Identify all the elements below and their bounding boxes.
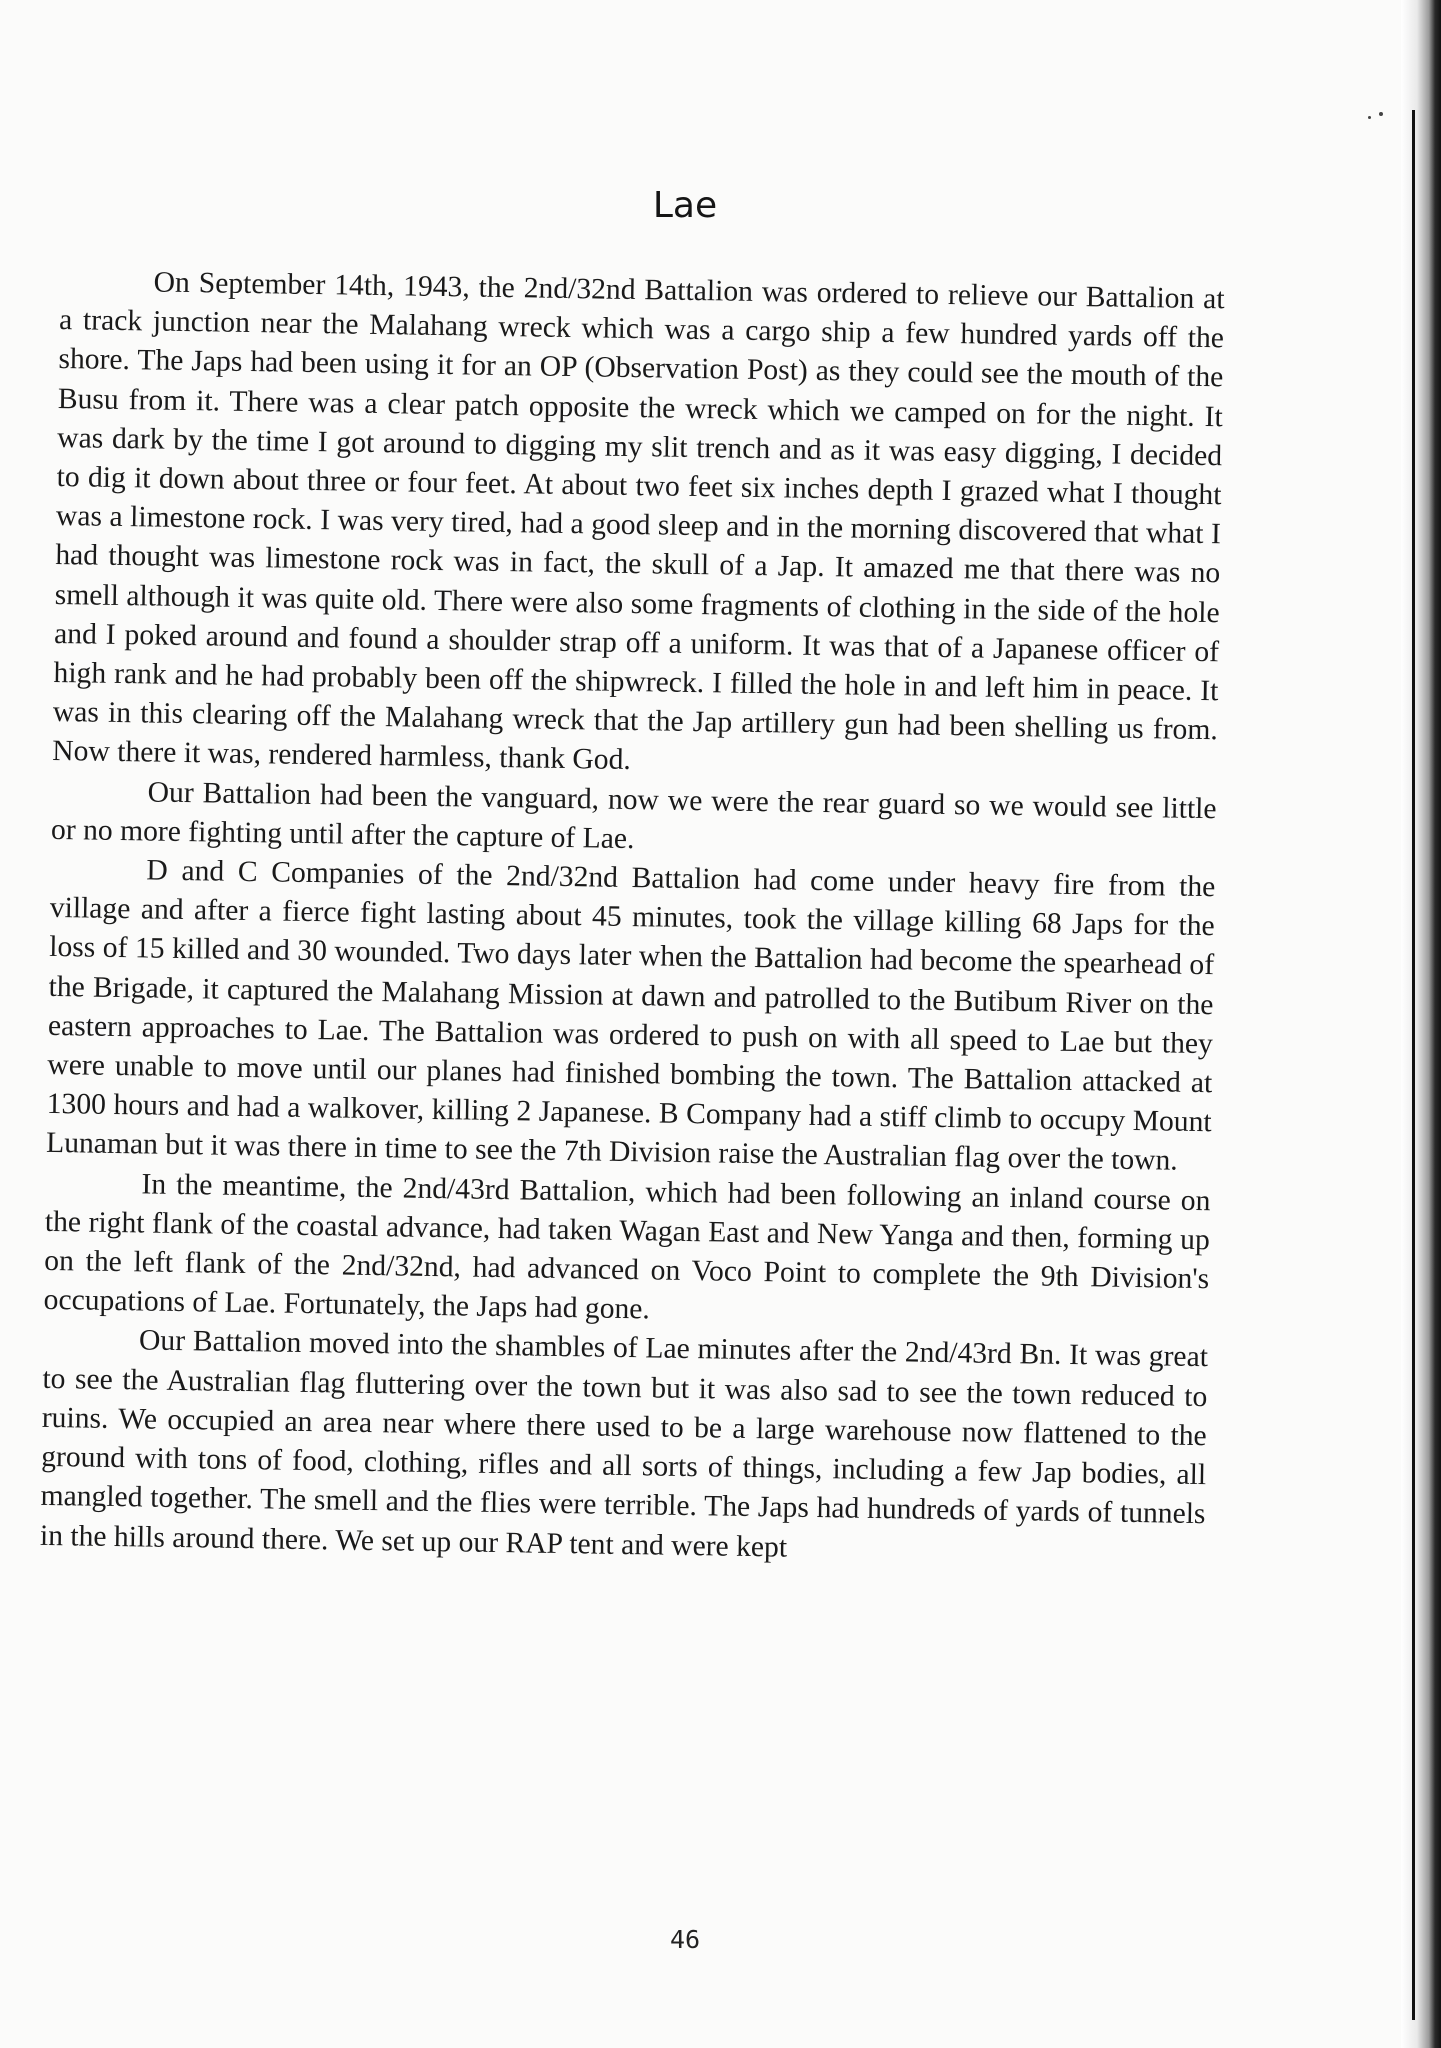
paragraph: D and C Companies of the 2nd/32nd Battalion had come under heavy fire from the village and after a fierce fight lasting about 45 minutes, took the village killing 68 Japs for the loss of 15 killed and 30 wounded. Two days later when the Battalion had become the spearhead of the Brigade, it captured the Malahang Mission at dawn and patrolled to the Butibum River on the eastern approaches to Lae. The Battalion was ordered to push on with all speed to Lae but they were unable to move until our planes had finished bombing the town. The Battalion attacked at 1300 hours and had a walkover, killing 2 Japanese. B Company had a stiff climb to occupy Mount Lunaman but it was there in time to see the 7th Division raise the Australian flag over the town. <box>45 854 1216 1178</box>
page-spine-shadow <box>1401 0 1441 2048</box>
paragraph: Our Battalion had been the vanguard, now we were the rear guard so we would see little or no more fighting until after the capture of Lae. <box>50 776 1217 855</box>
scan-speck <box>1368 116 1371 119</box>
paragraph: In the meantime, the 2nd/43rd Battalion, which had been following an inland course on the right flank of the coastal advance, had taken Wagan East and New Yanga and then, forming up on the left flank of the 2nd/32nd, had advanced on Voco Point to complete the 9th Division's occupations of Lae. Fortunately, the Japs had gone. <box>43 1168 1211 1326</box>
body-text <box>40 262 1225 1574</box>
scan-speck <box>1379 112 1383 116</box>
page-number: 46 <box>669 1925 701 1954</box>
paragraph: Our Battalion moved into the shambles of Lae minutes after the 2nd/43rd Bn. It was great to see the Australian flag fluttering over the town but it was also sad to see the town reduced to ruins. We occupied an area near where there used to be a large warehouse now flattened to the ground with tons of food, clothing, rifles and all sorts of things, including a few Jap bodies, all mangled together. The smell and the flies were terrible. The Japs had hundreds of yards of tunnels in the hills around there. We set up our RAP tent and were kept <box>39 1324 1209 1564</box>
page-title: Lae <box>652 185 718 226</box>
page-edge-line <box>1412 110 1415 2020</box>
paragraph: On September 14th, 1943, the 2nd/32nd Battalion was ordered to relieve our Battalion at a track junction near the Malahang wreck which was a cargo ship a few hundred yards off the shore. The Japs had been using it for an OP (Observation Post) as they could see the mouth of the Busu from it. There was a clear patch opposite the wreck which we camped on for the night. It was dark by the time I got around to digging my slit trench and as it was easy digging, I decided to dig it down about three or four feet. At about two feet six inches depth I grazed what I thought was a limestone rock. I was very tired, had a good sleep and in the morning discovered that what I had thought was limestone rock was in fact, the skull of a Jap. It amazed me that there was no smell although it was quite old. There were also some fragments of clothing in the side of the hole and I poked around and found a shoulder strap off a uniform. It was that of a Japanese officer of high rank and he had probably been off the shipwreck. I filled the hole in and left him in peace. It was in this clearing off the Malahang wreck that the Jap artillery gun had been shelling us from. Now there it was, rendered harmless, thank God. <box>52 266 1225 777</box>
